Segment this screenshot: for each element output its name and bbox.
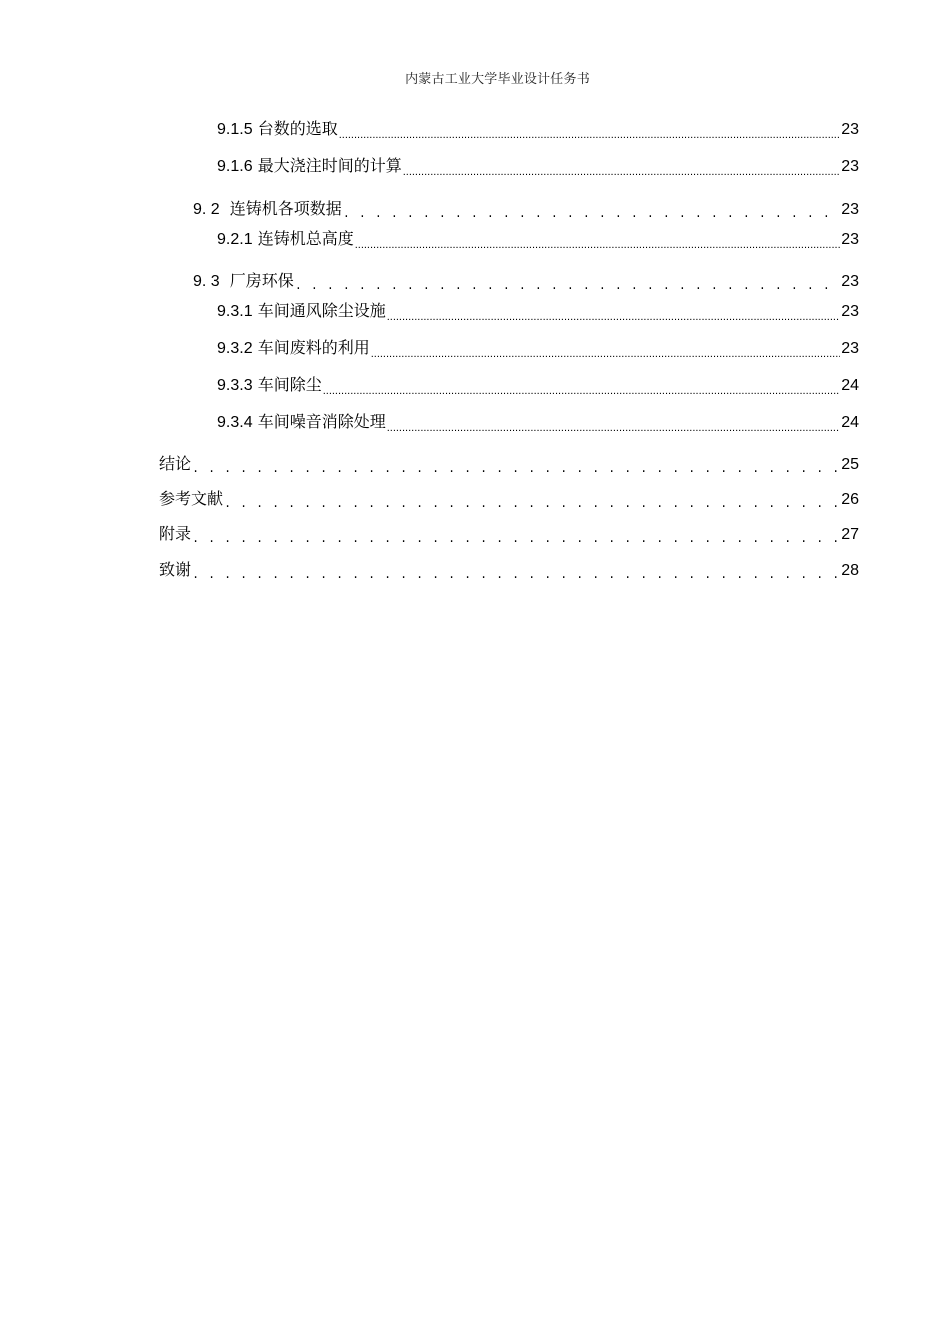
toc-leader (387, 416, 841, 432)
toc-entry-9-1-5[interactable] (217, 116, 859, 139)
toc-leader (387, 305, 841, 321)
page-header: 内蒙古工业大学毕业设计任务书 (405, 72, 590, 87)
toc-entry-9-3-2[interactable] (217, 335, 859, 358)
toc-entry-title: 车间除尘 (257, 375, 322, 394)
toc-entry-page: 28 (841, 562, 859, 579)
toc-entry-title: 车间通风除尘设施 (257, 301, 386, 320)
toc-entry-title: 车间噪音消除处理 (257, 412, 386, 431)
toc-entry-title: 连铸机总高度 (257, 229, 354, 248)
toc-entry-references[interactable] (159, 486, 859, 509)
toc-entry-number: 9.1.5 (217, 121, 253, 138)
toc-entry-page: 24 (841, 377, 859, 394)
toc-entry-9-2[interactable] (193, 196, 859, 219)
toc-leader (343, 203, 841, 219)
toc-entry-acknowledgements[interactable] (159, 557, 859, 580)
toc-entry-conclusion[interactable] (159, 451, 859, 474)
toc-leader (355, 233, 841, 249)
toc-entry-title: 附录 (159, 524, 192, 543)
toc-entry-title: 最大浇注时间的计算 (257, 156, 402, 175)
toc-entry-page: 23 (841, 231, 859, 248)
toc-entry-number: 9. 3 (193, 273, 220, 290)
toc-leader (295, 275, 841, 291)
toc-entry-9-3[interactable] (193, 268, 859, 291)
toc-entry-number: 9. 2 (193, 201, 220, 218)
toc-entry-page: 23 (841, 121, 859, 138)
toc-entry-page: 24 (841, 414, 859, 431)
toc-entry-number: 9.2.1 (217, 231, 253, 248)
toc-entry-title: 车间废料的利用 (257, 338, 370, 357)
toc-entry-title: 厂房环保 (229, 271, 294, 290)
toc-entry-title: 致谢 (159, 560, 192, 579)
toc-entry-title: 台数的选取 (257, 119, 338, 138)
toc-entry-title: 连铸机各项数据 (229, 199, 342, 218)
toc-entry-number: 9.3.2 (217, 340, 253, 357)
toc-entry-page: 25 (841, 456, 859, 473)
toc-entry-page: 23 (841, 158, 859, 175)
toc-leader (224, 493, 840, 509)
toc-leader (192, 564, 840, 580)
toc-entry-number: 9.3.3 (217, 377, 253, 394)
toc-entry-page: 27 (841, 526, 859, 543)
toc-entry-9-3-1[interactable] (217, 298, 859, 321)
toc-entry-9-2-1[interactable] (217, 226, 859, 249)
toc-entry-title: 参考文献 (159, 489, 224, 508)
toc-leader (339, 123, 841, 139)
toc-entry-page: 23 (841, 340, 859, 357)
toc-entry-number: 9.1.6 (217, 158, 253, 175)
toc-leader (371, 342, 841, 358)
toc-entry-9-3-3[interactable] (217, 372, 859, 395)
toc-entry-number: 9.3.4 (217, 414, 253, 431)
toc-entry-number: 9.3.1 (217, 303, 253, 320)
toc-entry-9-1-6[interactable] (217, 153, 859, 176)
toc-entry-page: 23 (841, 303, 859, 320)
toc-entry-9-3-4[interactable] (217, 409, 859, 432)
toc-leader (192, 458, 840, 474)
toc-entry-title: 结论 (159, 454, 192, 473)
toc-leader (323, 379, 841, 395)
toc-leader (192, 528, 840, 544)
toc-leader (403, 160, 841, 176)
toc-entry-page: 26 (841, 491, 859, 508)
toc-entry-page: 23 (841, 201, 859, 218)
toc-entry-appendix[interactable] (159, 521, 859, 544)
toc-entry-page: 23 (841, 273, 859, 290)
